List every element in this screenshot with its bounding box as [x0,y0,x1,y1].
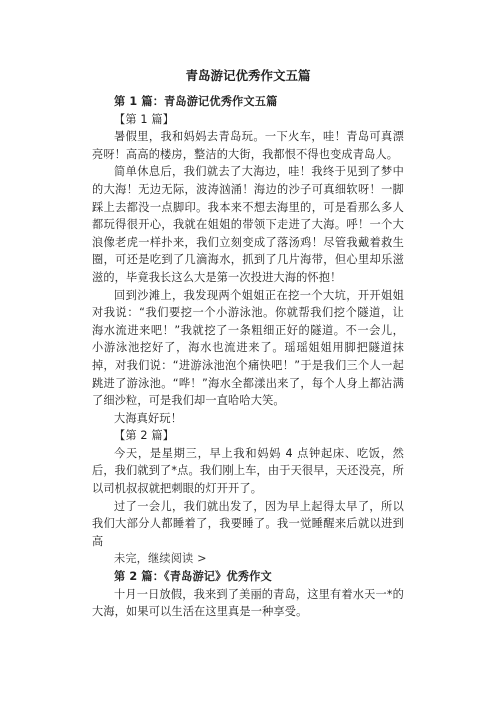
document-title: 青岛游记优秀作文五篇 [185,68,311,83]
paragraph: 过了一会儿，我们就出发了，因为早上起得太早了，所以我们大部分人都睡着了，我要睡了。我一觉睡醒来后就以进到高 [92,499,404,548]
paragraph: 大海真好玩！ [114,411,183,425]
article-tag-1: 【第 1 篇】 [114,112,175,126]
continue-reading-link[interactable]: 未完，继续阅读 > [114,552,207,566]
paragraph: 回到沙滩上，我发现两个姐姐正在挖一个大坑，开开姐姐对我说：“我们要挖一个小游泳池。你就帮我们挖个隧道，让海水流进来吧！”我就挖了一条粗细正好的隧道。不一会儿，小游泳池挖好了，海水也流进来了。瑶瑶姐姐用脚把隧道抹掉，对我们说：“进游泳池泡个痛快吧！”于是我们三个人一起跳进了游泳池。“哗！”海水全都漾出来了，每个人身上都沾满了细沙粒，可是我们却一直哈哈大笑。 [92,288,404,408]
paragraph: 暑假里，我和妈妈去青岛玩。一下火车，哇！青岛可真漂亮呀！高高的楼房，整洁的大街，我都恨不得也变成青岛人。 [92,130,404,161]
paragraph: 十月一日放假，我来到了美丽的青岛，这里有着水天一*的大海，如果可以生活在这里真是一种享受。 [92,587,404,619]
paragraph: 简单休息后，我们就去了大海边，哇！我终于见到了梦中的大海！无边无际，波涛汹涌！海边的沙子可真细软呀！一脚踩上去都没一点脚印。我本来不想去海里的，可是看那么多人都玩得很开心，我就在姐姐的带领下走进了大海。呼！一个大浪像老虎一样扑来，我们立刻变成了落汤鸡！尽管我戴着救生圈，可还是吃到了几滴海水，抓到了几片海带，但心里却乐滋滋的，毕竟我长这么大是第一次投进大海的怀抱！ [92,165,404,284]
paragraph: 今天，是星期三，早上我和妈妈 4 点钟起床、吃饭，然后，我们就到了*点。我们刚上车，由于天很早，天还没亮，所以司机叔叔就把刺眼的灯开开了。 [92,446,404,496]
section-heading-2: 第 2 篇：《青岛游记》优秀作文 [114,570,272,584]
section-heading-1: 第 1 篇：青岛游记优秀作文五篇 [114,95,278,108]
document-body [92,93,404,621]
article-tag-2: 【第 2 篇】 [114,429,175,443]
